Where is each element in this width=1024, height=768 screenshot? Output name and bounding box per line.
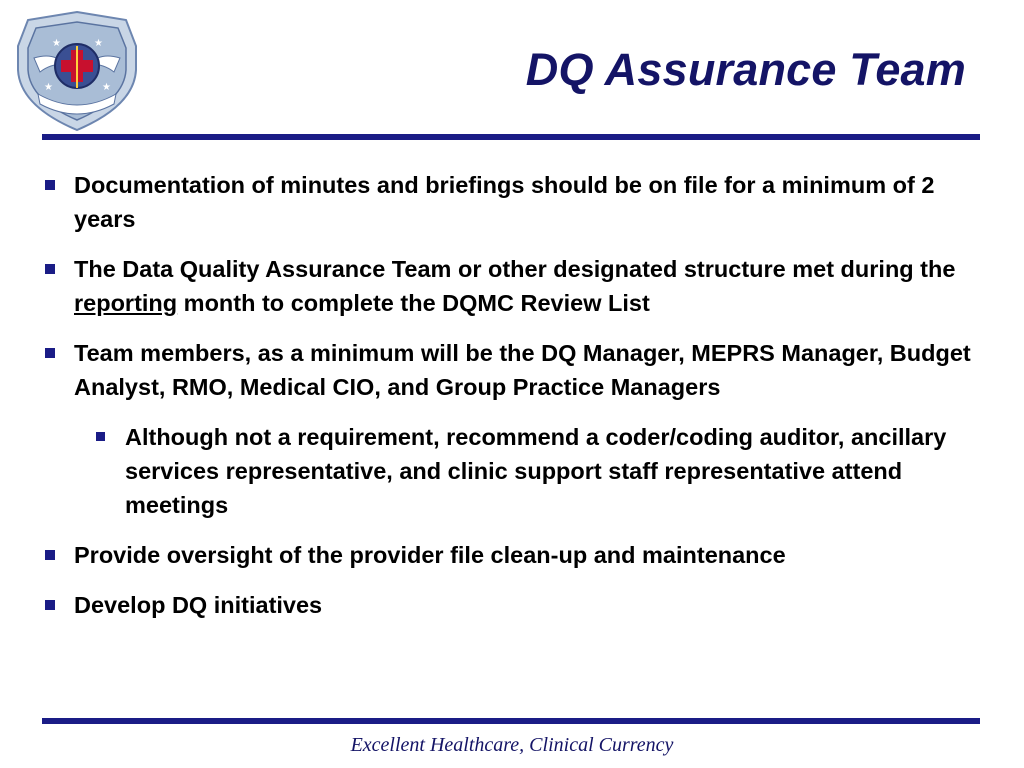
bullet-square-icon	[45, 600, 55, 610]
bullet-item	[42, 252, 992, 320]
agency-logo	[14, 8, 140, 134]
bullet-text-before: The Data Quality Assurance Team or other designated structure met during the	[74, 256, 956, 282]
top-divider	[42, 134, 980, 140]
svg-text:★: ★	[52, 38, 61, 49]
footer-tagline: Excellent Healthcare, Clinical Currency	[350, 734, 674, 756]
bullet-text: Documentation of minutes and briefings should be on file for a minimum of 2 years	[74, 172, 935, 232]
bullet-square-icon	[45, 348, 55, 358]
svg-text:★: ★	[102, 82, 111, 93]
svg-text:★: ★	[94, 38, 103, 49]
shield-logo-icon	[14, 8, 140, 134]
bullet-square-icon	[45, 550, 55, 560]
bullet-emphasis: reporting	[74, 290, 178, 316]
page-title: DQ Assurance Team	[525, 44, 966, 95]
svg-text:★: ★	[44, 82, 53, 93]
bullet-text-after: month to complete the DQMC Review List	[177, 290, 650, 316]
bullet-item	[42, 588, 992, 622]
bullet-text: Team members, as a minimum will be the DQ Manager, MEPRS Manager, Budget Analyst, RMO, Medical CIO, and Group Practice Managers	[74, 340, 971, 400]
bullet-square-icon	[45, 264, 55, 274]
bullet-text: Although not a requirement, recommend a coder/coding auditor, ancillary services representative, and clinic support staff representative attend meetings	[125, 424, 947, 518]
bullet-item	[42, 538, 992, 572]
bullet-square-icon	[45, 180, 55, 190]
bottom-divider	[42, 718, 980, 724]
bullet-item	[42, 336, 992, 404]
bullet-text: Provide oversight of the provider file clean-up and maintenance	[74, 542, 786, 568]
bullet-list	[42, 168, 992, 638]
sub-bullet-item	[93, 420, 992, 522]
bullet-square-icon	[96, 432, 105, 441]
bullet-text: Develop DQ initiatives	[74, 592, 323, 618]
bullet-item	[42, 168, 992, 236]
